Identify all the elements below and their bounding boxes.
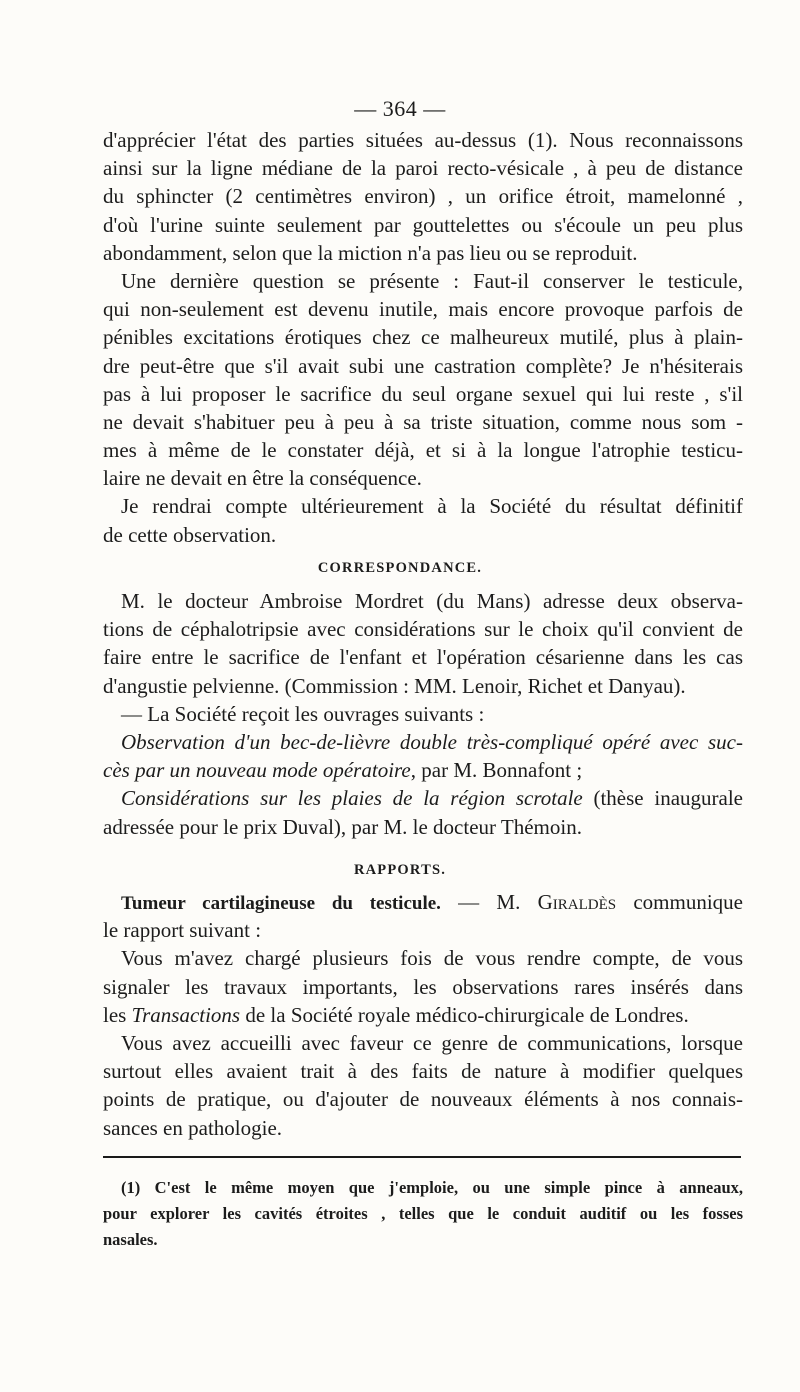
- text-line: Vous avez accueilli avec faveur ce genre de communications, lorsque: [121, 1030, 743, 1055]
- text-line: Une dernière question se présente : Faut-il conserver le testicule,: [121, 268, 743, 293]
- text-span: — M.: [440, 890, 538, 914]
- author-name: Giraldès: [537, 890, 617, 914]
- text-line: Vous m'avez chargé plusieurs fois de vous rendre compte, de vous: [121, 946, 743, 971]
- section-heading-rapports: RAPPORTS.: [353, 862, 447, 878]
- paragraph-works-received: [103, 700, 743, 841]
- body-text-upper: [103, 126, 743, 549]
- text-line: d'angustie pelvienne. (Commission : MM. Lenoir, Richet et Danyau).: [103, 673, 686, 698]
- text-line: pas à lui proposer le sacrifice du seul organe sexuel qui lui reste , s'il: [103, 381, 743, 406]
- text-line: ainsi sur la ligne médiane de la paroi recto-vésicale , à peu de distance: [103, 156, 743, 181]
- footnote-divider: [103, 1156, 741, 1158]
- text-line: du sphincter (2 centimètres environ) , un orifice étroit, mamelonné ,: [103, 184, 743, 209]
- text-line: — La Société reçoit les ouvrages suivants :: [121, 701, 485, 726]
- text-line: abondamment, selon que la miction n'a pas lieu ou se reproduit.: [103, 240, 638, 265]
- italic-title: Transactions: [131, 1002, 241, 1027]
- italic-title: Considérations sur les plaies de la région scrotale: [121, 786, 583, 811]
- paragraph-report-result: [103, 492, 743, 548]
- paragraph-urine-orifice: [103, 126, 743, 267]
- text-line: de cette observation.: [103, 522, 277, 547]
- footnote-line: nasales.: [103, 1230, 158, 1249]
- text-line: signaler les travaux importants, les observations rares insérés dans: [103, 974, 743, 999]
- text-line: [103, 888, 743, 916]
- text-line: d'où l'urine suinte seulement par gouttelettes ou s'écoule un peu plus: [103, 212, 743, 237]
- text-line: Je rendrai compte ultérieurement à la Société du résultat définitif: [121, 494, 743, 519]
- text-line: [103, 1001, 743, 1029]
- text-line: qui non-seulement est devenu inutile, mais encore provoque parfois de: [103, 297, 743, 322]
- footnote-line: pour explorer les cavités étroites , telles que le conduit auditif ou les fosses: [103, 1204, 743, 1223]
- body-text-lower: [103, 888, 743, 1142]
- paragraph-communications: [103, 1029, 743, 1142]
- body-text-middle: [103, 587, 743, 841]
- footnote-line: (1) C'est le même moyen que j'emploie, ou une simple pince à anneaux,: [121, 1178, 743, 1197]
- text-line: [103, 784, 743, 812]
- text-span: (thèse inaugurale: [582, 786, 743, 811]
- text-line: tions de céphalotripsie avec considérations sur le choix qu'il convient de: [103, 617, 743, 642]
- text-line: le rapport suivant :: [103, 918, 262, 943]
- text-line: M. le docteur Ambroise Mordret (du Mans) adresse deux observa-: [121, 589, 743, 613]
- text-span: de la Société royale médico-chirurgicale de Londres.: [240, 1002, 689, 1027]
- paragraph-mordret: [103, 587, 743, 700]
- text-line: sances en pathologie.: [103, 1115, 283, 1140]
- italic-title: Observation d'un bec-de-lièvre double très-compliqué opéré avec suc-: [121, 729, 743, 754]
- text-line: [103, 728, 743, 756]
- section-heading-correspondance: CORRESPONDANCE.: [317, 560, 483, 576]
- text-line: points de pratique, ou d'ajouter de nouveaux éléments à nos connais-: [103, 1087, 743, 1112]
- report-title: Tumeur cartilagineuse du testicule.: [121, 893, 441, 914]
- text-line: faire entre le sacrifice de l'enfant et l'opération césarienne dans les cas: [103, 645, 743, 670]
- page-number: — 364 —: [354, 96, 446, 121]
- text-line: ne devait s'habituer peu à peu à sa triste situation, comme nous som -: [103, 409, 743, 434]
- text-line: pénibles excitations érotiques chez ce malheureux mutilé, plus à plain-: [103, 325, 743, 350]
- text-span: communique: [616, 890, 743, 914]
- text-line: dre peut-être que s'il avait subi une castration complète? Je n'hésiterais: [103, 353, 743, 378]
- text-line: d'apprécier l'état des parties situées au-dessus (1). Nous reconnaissons: [103, 128, 743, 152]
- footnote: [103, 1175, 743, 1253]
- text-span: les: [103, 1002, 132, 1027]
- text-line: surtout elles avaient trait à des faits de nature à modifier quelques: [103, 1059, 743, 1084]
- text-line: [103, 756, 743, 784]
- text-line: adressée pour le prix Duval), par M. le docteur Thémoin.: [103, 814, 582, 839]
- paragraph-transactions: [103, 944, 743, 1029]
- italic-title: cès par un nouveau mode opératoire: [103, 758, 411, 783]
- text-span: , par M. Bonnafont ;: [410, 758, 583, 783]
- paragraph-testicle-question: [103, 267, 743, 493]
- text-line: mes à même de le constater déjà, et si à la longue l'atrophie testicu-: [103, 438, 743, 463]
- text-line: laire ne devait en être la conséquence.: [103, 466, 422, 491]
- paragraph-tumeur-title: [103, 888, 743, 944]
